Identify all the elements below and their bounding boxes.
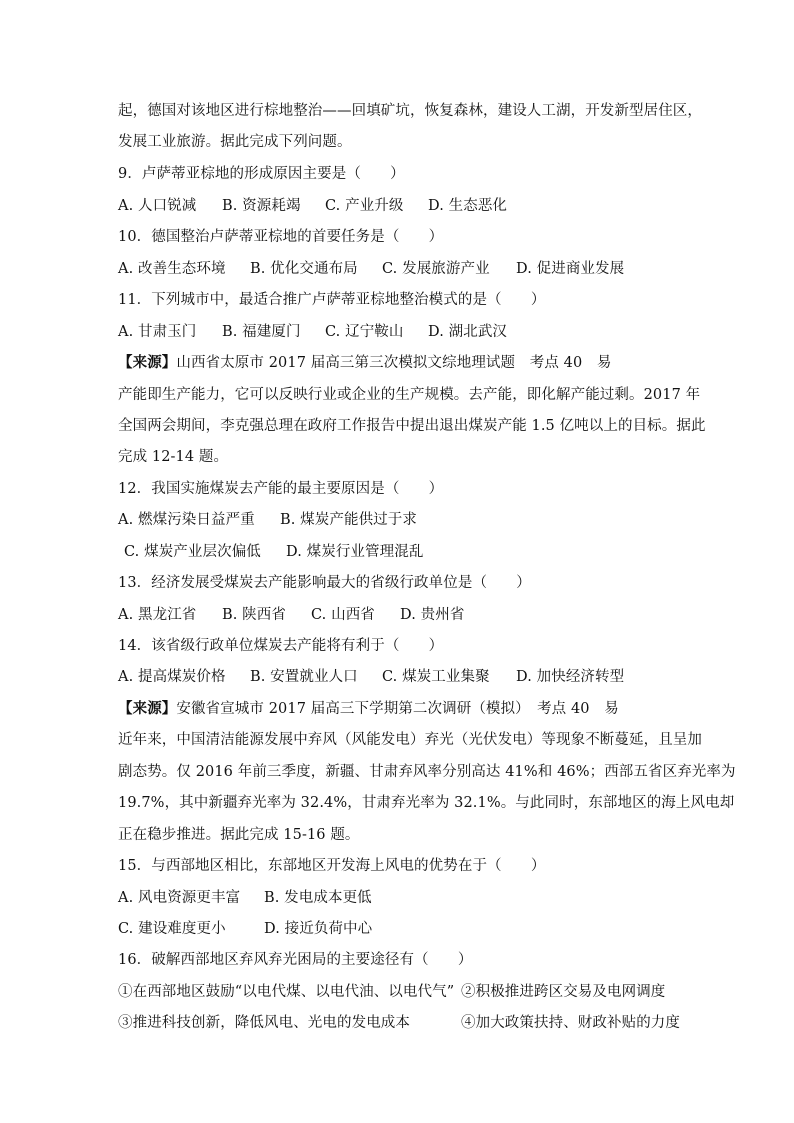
option-d: D. 促进商业发展 bbox=[516, 261, 625, 277]
paragraph-line: 完成 12-14 题。 bbox=[118, 449, 229, 465]
option-c: C. 发展旅游产业 bbox=[382, 261, 490, 277]
question-12-options-row2 bbox=[124, 542, 684, 562]
paragraph-line: 近年来，中国清洁能源发展中弃风（风能发电）弃光（光伏发电）等现象不断蔓延，且呈加 bbox=[118, 732, 702, 748]
statement-2: ②积极推进跨区交易及电网调度 bbox=[461, 984, 666, 1000]
question-14: 14．该省级行政单位煤炭去产能将有利于（ ） bbox=[118, 638, 444, 654]
question-16-statements-row1 bbox=[118, 982, 678, 1002]
paragraph-line: 正在稳步推进。据此完成 15-16 题。 bbox=[118, 827, 360, 843]
option-c: C. 产业升级 bbox=[325, 198, 404, 214]
option-c: C. 辽宁鞍山 bbox=[325, 324, 404, 340]
option-a: A. 燃煤污染日益严重 bbox=[118, 512, 255, 528]
paragraph-line: 起，德国对该地区进行棕地整治——回填矿坑，恢复森林，建设人工湖，开发新型居住区， bbox=[118, 103, 702, 119]
paragraph-line: 全国两会期间，李克强总理在政府工作报告中提出退出煤炭产能 1.5 亿吨以上的目标。据此 bbox=[118, 418, 706, 434]
source-text: 山西省太原市 2017 届高三第三次模拟文综地理试题 考点 40 易 bbox=[176, 355, 612, 371]
paragraph-line: 剧态势。仅 2016 年前三季度，新疆、甘肃弃风率分别高达 41%和 46%；西部五省区弃光率为 bbox=[118, 764, 736, 780]
question-15-options-row2 bbox=[118, 919, 678, 939]
question-15: 15．与西部地区相比，东部地区开发海上风电的优势在于（ ） bbox=[118, 858, 546, 874]
statement-3: ③推进科技创新，降低风电、光电的发电成本 bbox=[118, 1015, 410, 1031]
question-9: 9．卢萨蒂亚棕地的形成原因主要是（ ） bbox=[118, 166, 405, 182]
option-b: B. 优化交通布局 bbox=[250, 261, 358, 277]
option-d: D. 接近负荷中心 bbox=[264, 921, 373, 937]
option-d: D. 加快经济转型 bbox=[516, 669, 625, 685]
option-c: C. 煤炭工业集聚 bbox=[382, 669, 490, 685]
question-9-options bbox=[118, 196, 678, 216]
option-a: A. 风电资源更丰富 bbox=[118, 890, 241, 906]
source-tag: 【来源】 bbox=[118, 700, 177, 717]
option-c: C. 建设难度更小 bbox=[118, 921, 226, 937]
option-d: D. 贵州省 bbox=[400, 607, 465, 623]
option-b: B. 安置就业人口 bbox=[250, 669, 358, 685]
option-b: B. 煤炭产能供过于求 bbox=[280, 512, 417, 528]
question-13: 13．经济发展受煤炭去产能影响最大的省级行政单位是（ ） bbox=[118, 575, 531, 591]
option-c: C. 山西省 bbox=[311, 607, 375, 623]
question-15-options-row1 bbox=[118, 888, 678, 908]
statement-1: ①在西部地区鼓励“以电代煤、以电代油、以电代气” bbox=[118, 984, 455, 1000]
option-a: A. 黑龙江省 bbox=[118, 607, 197, 623]
option-d: D. 生态恶化 bbox=[428, 198, 508, 214]
question-11: 11．下列城市中，最适合推广卢萨蒂亚棕地整治模式的是（ ） bbox=[118, 292, 546, 308]
question-11-options bbox=[118, 322, 678, 342]
paragraph-line: 产能即生产能力，它可以反映行业或企业的生产规模。去产能，即化解产能过剩。2017 年 bbox=[118, 387, 701, 403]
source-tag: 【来源】 bbox=[118, 354, 177, 371]
question-10-options bbox=[118, 259, 678, 279]
option-c: C. 煤炭产业层次偏低 bbox=[124, 544, 261, 560]
question-13-options bbox=[118, 605, 678, 625]
option-a: A. 改善生态环境 bbox=[118, 261, 226, 277]
source-line bbox=[118, 699, 678, 719]
source-text: 安徽省宣城市 2017 届高三下学期第二次调研（模拟） 考点 40 易 bbox=[176, 701, 619, 717]
paragraph-line: 19.7%，其中新疆弃光率为 32.4%，甘肃弃光率为 32.1%。与此同时，东部地区的海上风电却 bbox=[118, 795, 735, 811]
question-16: 16．破解西部地区弃风弃光困局的主要途径有（ ） bbox=[118, 952, 473, 968]
question-10: 10．德国整治卢萨蒂亚棕地的首要任务是（ ） bbox=[118, 229, 444, 245]
option-d: D. 煤炭行业管理混乱 bbox=[286, 544, 424, 560]
option-d: D. 湖北武汉 bbox=[428, 324, 508, 340]
option-b: B. 资源耗竭 bbox=[222, 198, 301, 214]
question-16-statements-row2 bbox=[118, 1013, 678, 1033]
option-b: B. 陕西省 bbox=[222, 607, 286, 623]
paragraph-line: 发展工业旅游。据此完成下列问题。 bbox=[118, 134, 352, 150]
source-line bbox=[118, 353, 678, 373]
option-a: A. 甘肃玉门 bbox=[118, 324, 197, 340]
question-12: 12．我国实施煤炭去产能的最主要原因是（ ） bbox=[118, 481, 444, 497]
option-b: B. 发电成本更低 bbox=[264, 890, 372, 906]
option-a: A. 提高煤炭价格 bbox=[118, 669, 226, 685]
option-b: B. 福建厦门 bbox=[222, 324, 301, 340]
statement-4: ④加大政策扶持、财政补贴的力度 bbox=[461, 1015, 680, 1031]
question-14-options bbox=[118, 667, 678, 687]
option-a: A. 人口锐减 bbox=[118, 198, 197, 214]
question-12-options-row1 bbox=[118, 510, 678, 530]
